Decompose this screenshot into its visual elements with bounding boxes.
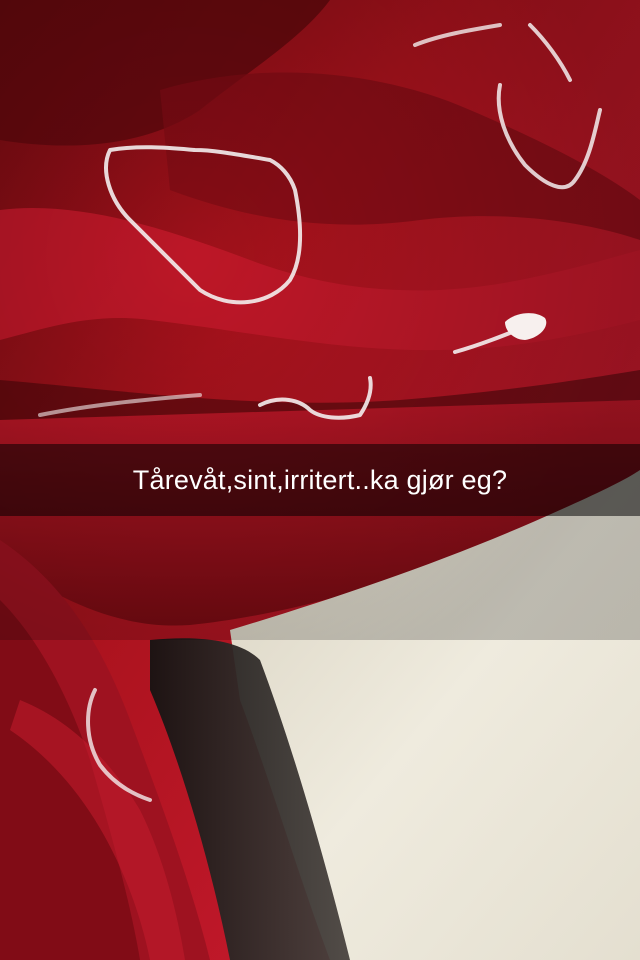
snap-caption-bar bbox=[0, 444, 640, 516]
snap-caption-text: Tårevåt,sint,irritert..ka gjør eg? bbox=[132, 464, 508, 495]
